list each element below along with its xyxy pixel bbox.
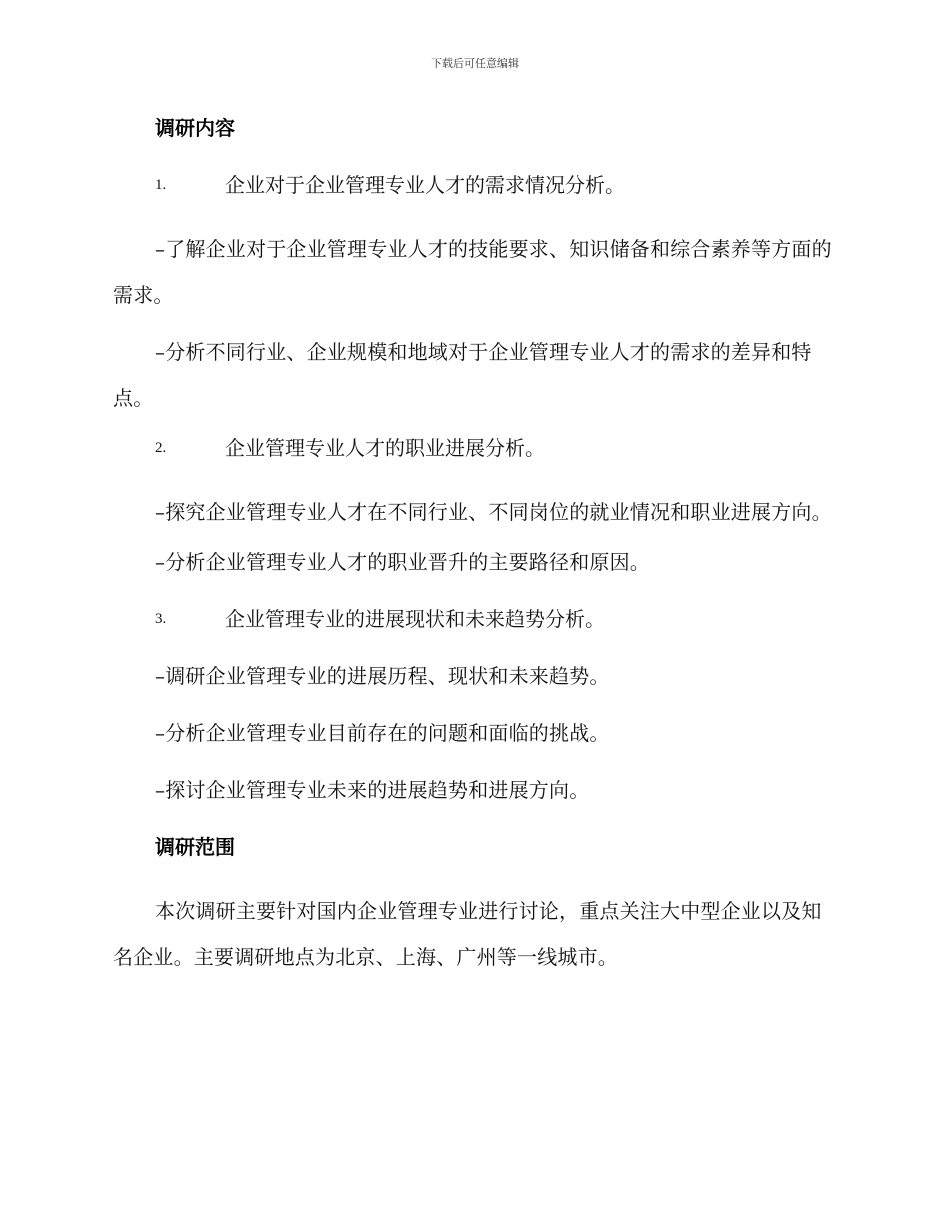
paragraph: –分析不同行业、企业规模和地域对于企业管理专业人才的需求的差异和特点。	[113, 340, 812, 410]
paragraph: –分析企业管理专业目前存在的问题和面临的挑战。	[155, 721, 610, 745]
item-number: 2.	[155, 440, 167, 456]
paragraph: 本次调研主要针对国内企业管理专业进行讨论，重点关注大中型企业以及知名企业。主要调研地点为北京、上海、广州等一线城市。	[113, 899, 822, 969]
numbered-item-3	[113, 603, 833, 635]
numbered-item-2	[113, 432, 833, 464]
paragraph: –了解企业对于企业管理专业人才的技能要求、知识储备和综合素养等方面的需求。	[113, 237, 832, 307]
paragraph: –分析企业管理专业人才的职业晋升的主要路径和原因。	[155, 550, 650, 574]
section-heading-scope: 调研范围	[155, 835, 235, 859]
numbered-item-1	[113, 169, 833, 201]
paragraph: –探究企业管理专业人才在不同行业、不同岗位的就业情况和职业进展方向。	[155, 500, 832, 524]
document-body	[113, 112, 833, 991]
item-number: 1.	[155, 177, 167, 193]
paragraph: –调研企业管理专业的进展历程、现状和未来趋势。	[155, 664, 610, 688]
header-note: 下载后可任意编辑	[431, 57, 519, 70]
item-text: 企业管理专业的进展现状和未来趋势分析。	[225, 607, 605, 631]
section-heading-content: 调研内容	[155, 116, 235, 140]
item-text: 企业管理专业人才的职业进展分析。	[225, 436, 545, 460]
paragraph: –探讨企业管理专业未来的进展趋势和进展方向。	[155, 778, 590, 802]
item-number: 3.	[155, 611, 167, 627]
item-text: 企业对于企业管理专业人才的需求情况分析。	[225, 173, 625, 197]
